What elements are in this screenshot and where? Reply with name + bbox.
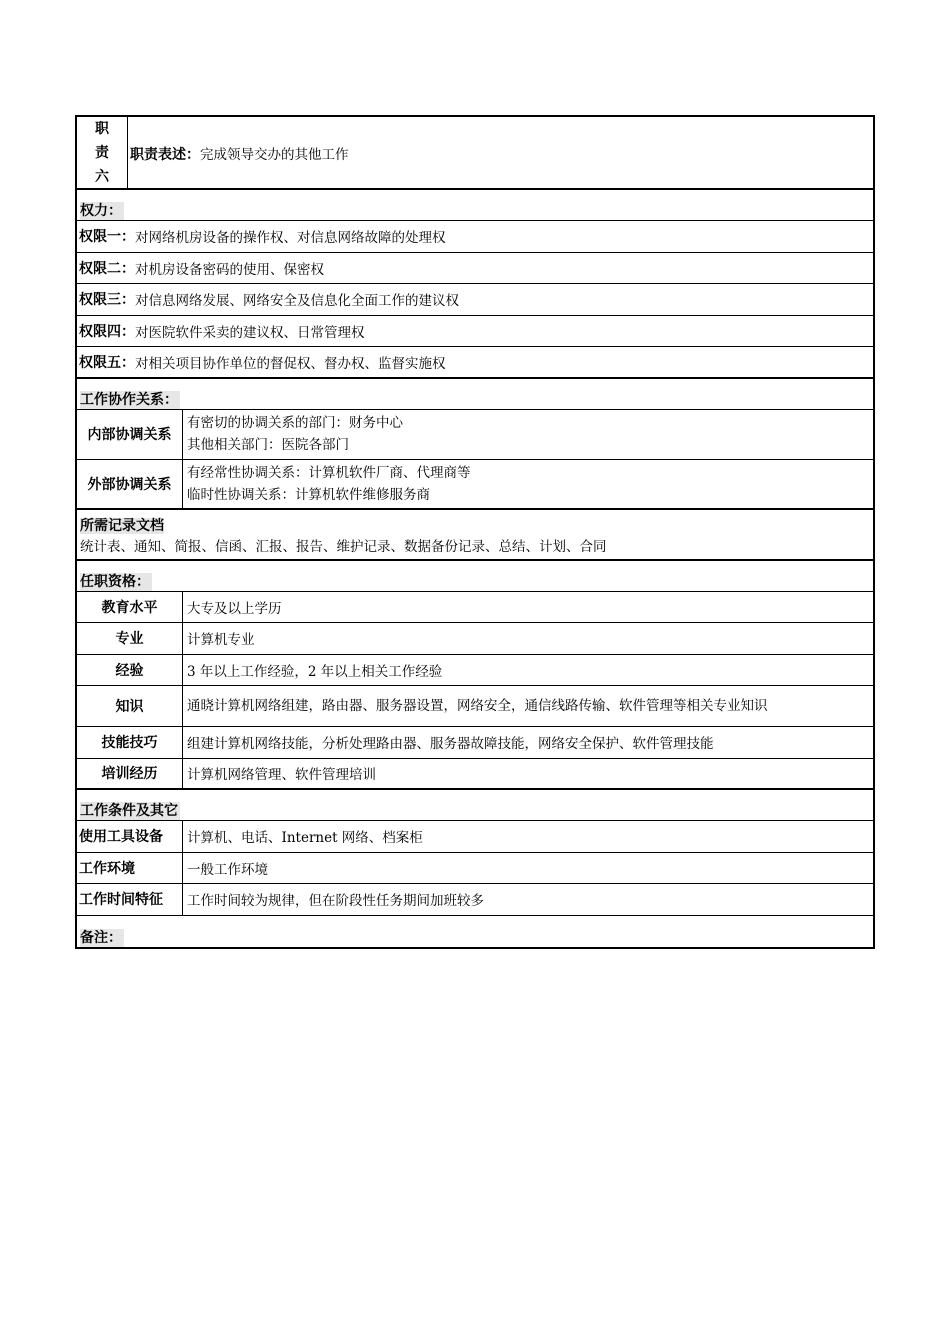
relations-header bbox=[77, 379, 873, 410]
job-description-table bbox=[75, 115, 875, 949]
conditions-header bbox=[77, 790, 873, 821]
power-header bbox=[77, 190, 873, 221]
condition-row bbox=[77, 853, 873, 885]
records-section bbox=[75, 510, 875, 561]
condition-label: 使用工具设备 bbox=[77, 821, 183, 852]
permission-label: 权限一： bbox=[79, 229, 135, 246]
permission-text: 对相关项目协作单位的督促权、督办权、监督实施权 bbox=[135, 355, 446, 372]
condition-label: 工作环境 bbox=[77, 853, 183, 884]
conditions-section bbox=[75, 790, 875, 916]
qualification-label: 教育水平 bbox=[77, 592, 183, 623]
qualification-text: 大专及以上学历 bbox=[187, 600, 282, 617]
permission-row bbox=[77, 284, 873, 316]
condition-row bbox=[77, 884, 873, 916]
records-row bbox=[77, 510, 873, 561]
qualification-text: 通晓计算机网络组建，路由器、服务器设置，网络安全，通信线路传输、软件管理等相关专业知识 bbox=[187, 698, 768, 714]
qualification-row bbox=[77, 655, 873, 687]
notes-section bbox=[75, 916, 875, 949]
qualification-text: 3 年以上工作经验，2 年以上相关工作经验 bbox=[187, 663, 443, 680]
qualifications-header bbox=[77, 561, 873, 592]
records-text: 统计表、通知、简报、信函、汇报、报告、维护记录、数据备份记录、总结、计划、合同 bbox=[80, 538, 607, 555]
qualification-label: 经验 bbox=[77, 655, 183, 686]
qualifications-header-text: 任职资格： bbox=[80, 573, 150, 590]
conditions-header-text: 工作条件及其它 bbox=[80, 803, 178, 819]
qualification-row bbox=[77, 623, 873, 655]
qualification-row bbox=[77, 592, 873, 624]
records-header bbox=[80, 516, 873, 536]
duty-description-text: 完成领导交办的其他工作 bbox=[200, 147, 349, 163]
qualification-label: 培训经历 bbox=[77, 759, 183, 789]
external-relations-label: 外部协调关系 bbox=[77, 460, 183, 508]
qualifications-section bbox=[75, 561, 875, 791]
internal-relations-line: 有密切的协调关系的部门：财务中心 bbox=[187, 415, 403, 431]
qualification-label: 专业 bbox=[77, 623, 183, 654]
duty-six-row bbox=[77, 117, 873, 190]
permission-text: 对机房设备密码的使用、保密权 bbox=[135, 261, 324, 278]
condition-text: 工作时间较为规律，但在阶段性任务期间加班较多 bbox=[187, 893, 484, 910]
duty-six-label-char: 职 bbox=[95, 120, 109, 137]
internal-relations-row bbox=[77, 410, 873, 460]
qualification-row bbox=[77, 686, 873, 727]
external-relations-content bbox=[183, 460, 873, 508]
internal-relations-label: 内部协调关系 bbox=[77, 410, 183, 459]
qualification-text: 计算机网络管理、软件管理培训 bbox=[187, 767, 376, 784]
condition-text: 一般工作环境 bbox=[187, 861, 268, 878]
permission-row bbox=[77, 221, 873, 253]
permission-text: 对网络机房设备的操作权、对信息网络故障的处理权 bbox=[135, 230, 446, 247]
duty-six-section bbox=[75, 115, 875, 190]
permission-label: 权限二： bbox=[79, 260, 135, 277]
permission-text: 对医院软件采卖的建议权、日常管理权 bbox=[135, 324, 365, 341]
permission-label: 权限五： bbox=[79, 354, 135, 371]
qualification-text: 计算机专业 bbox=[187, 632, 255, 649]
external-relations-row bbox=[77, 460, 873, 510]
relations-section bbox=[75, 379, 875, 510]
duty-six-label-char: 责 bbox=[95, 144, 109, 161]
duty-description-title: 职责表述： bbox=[130, 147, 200, 163]
permission-row bbox=[77, 253, 873, 285]
external-relations-line: 有经常性协调关系：计算机软件厂商、代理商等 bbox=[187, 464, 471, 481]
relations-header-text: 工作协作关系： bbox=[80, 391, 178, 408]
permission-label: 权限四： bbox=[79, 323, 135, 340]
qualification-label: 知识 bbox=[77, 686, 183, 726]
power-header-text: 权力： bbox=[80, 203, 122, 219]
power-section bbox=[75, 190, 875, 379]
external-relations-line: 临时性协调关系：计算机软件维修服务商 bbox=[187, 486, 430, 503]
permission-row bbox=[77, 347, 873, 379]
internal-relations-line: 其他相关部门：医院各部门 bbox=[187, 437, 349, 453]
qualification-row bbox=[77, 759, 873, 791]
duty-six-content bbox=[128, 117, 873, 188]
duty-six-label-char: 六 bbox=[95, 168, 109, 185]
permission-label: 权限三： bbox=[79, 292, 135, 309]
condition-label: 工作时间特征 bbox=[77, 884, 183, 915]
qualification-text: 组建计算机网络技能，分析处理路由器、服务器故障技能，网络安全保护、软件管理技能 bbox=[187, 736, 714, 753]
qualification-label: 技能技巧 bbox=[77, 727, 183, 758]
permission-row bbox=[77, 316, 873, 348]
condition-row bbox=[77, 821, 873, 853]
permission-text: 对信息网络发展、网络安全及信息化全面工作的建议权 bbox=[135, 293, 459, 310]
condition-text: 计算机、电话、Internet 网络、档案柜 bbox=[187, 830, 423, 847]
duty-six-label bbox=[77, 117, 128, 188]
notes-header bbox=[77, 916, 873, 947]
notes-header-text: 备注： bbox=[80, 929, 122, 946]
internal-relations-content bbox=[183, 410, 873, 459]
records-header-text: 所需记录文档 bbox=[80, 517, 164, 534]
qualification-row bbox=[77, 727, 873, 759]
